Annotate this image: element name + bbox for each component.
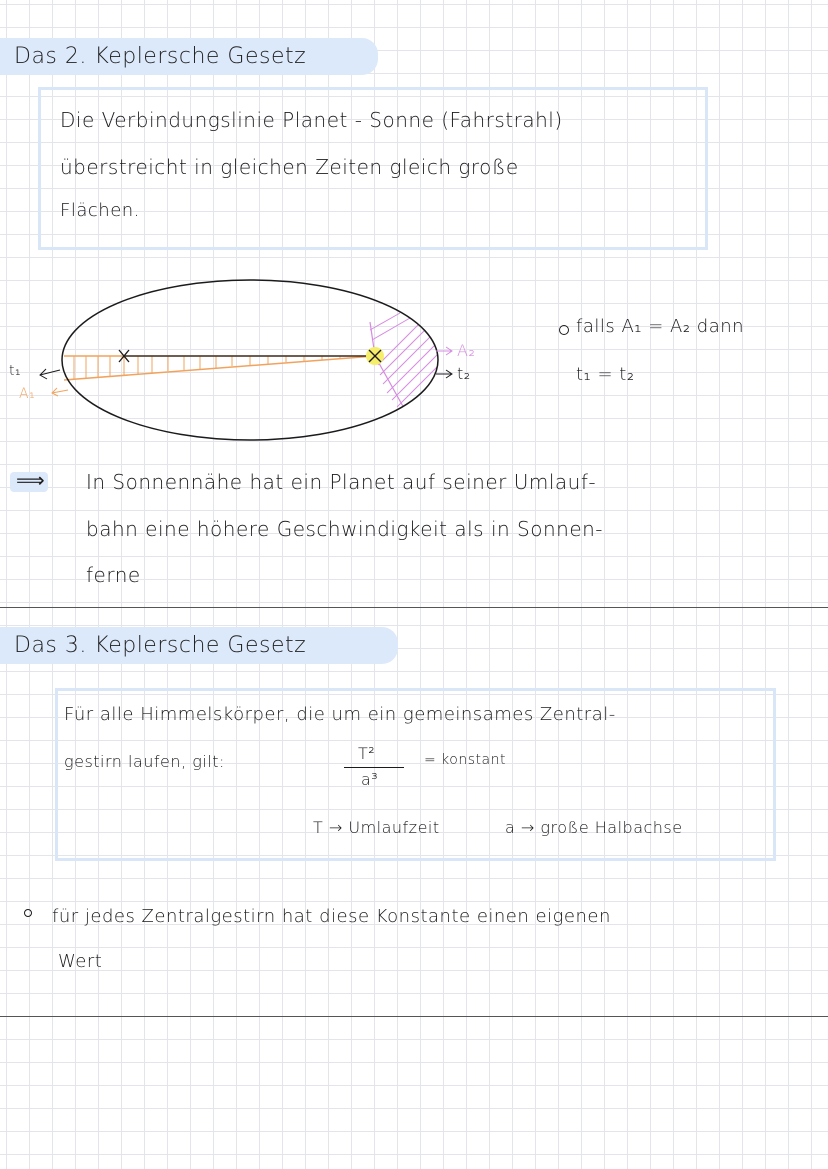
conclusion-line-3: ferne xyxy=(86,563,141,587)
law2-line-2: überstreicht in gleichen Zeiten gleich große xyxy=(60,155,519,179)
formula-numerator: T² xyxy=(358,744,376,763)
condition-note: falls A₁ = A₂ dann xyxy=(576,316,745,337)
a1-arrow-icon xyxy=(52,388,68,396)
note-bullet-icon xyxy=(559,325,569,335)
section-divider-2 xyxy=(0,1016,828,1017)
section-divider-1 xyxy=(0,607,828,608)
area-a1-hatch xyxy=(64,356,375,380)
definition-a: a → große Halbachse xyxy=(505,818,683,837)
t2-label: t₂ xyxy=(457,364,471,383)
conclusion-line-2: bahn eine höhere Geschwindigkeit als in Sonnen- xyxy=(86,517,604,541)
law2-line-3: Flächen. xyxy=(60,200,140,221)
t1-label: t₁ xyxy=(9,363,22,379)
law3-line-2: gestirn laufen, gilt: xyxy=(64,752,225,771)
conclusion-line-1: In Sonnennähe hat ein Planet auf seiner Umlauf- xyxy=(86,470,597,494)
condition-result: t₁ = t₂ xyxy=(576,364,635,385)
formula-fraction-bar xyxy=(344,767,404,768)
kepler-orbit-diagram xyxy=(0,270,520,450)
formula-denominator: a³ xyxy=(361,770,379,789)
definition-T: T → Umlaufzeit xyxy=(313,818,440,837)
note3-line-1: für jedes Zentralgestirn hat diese Konstante einen eigenen xyxy=(52,906,611,927)
conclusion-arrow-icon: ⟹ xyxy=(16,468,46,492)
law3-line-1: Für alle Himmelskörper, die um ein gemeinsames Zentral- xyxy=(64,704,616,725)
note3-line-2: Wert xyxy=(58,951,103,972)
t1-arrow-icon xyxy=(40,369,60,379)
formula-equals: = konstant xyxy=(424,752,506,768)
a1-label: A₁ xyxy=(19,386,36,402)
a2-arrow-icon xyxy=(436,347,452,355)
law2-line-1: Die Verbindungslinie Planet - Sonne (Fahrstrahl) xyxy=(60,108,563,132)
section2-heading: Das 2. Keplersche Gesetz xyxy=(0,38,378,75)
note3-bullet-icon xyxy=(24,909,32,917)
section3-heading: Das 3. Keplersche Gesetz xyxy=(0,627,398,664)
a2-label: A₂ xyxy=(457,341,476,360)
t2-arrow-icon xyxy=(436,370,452,378)
